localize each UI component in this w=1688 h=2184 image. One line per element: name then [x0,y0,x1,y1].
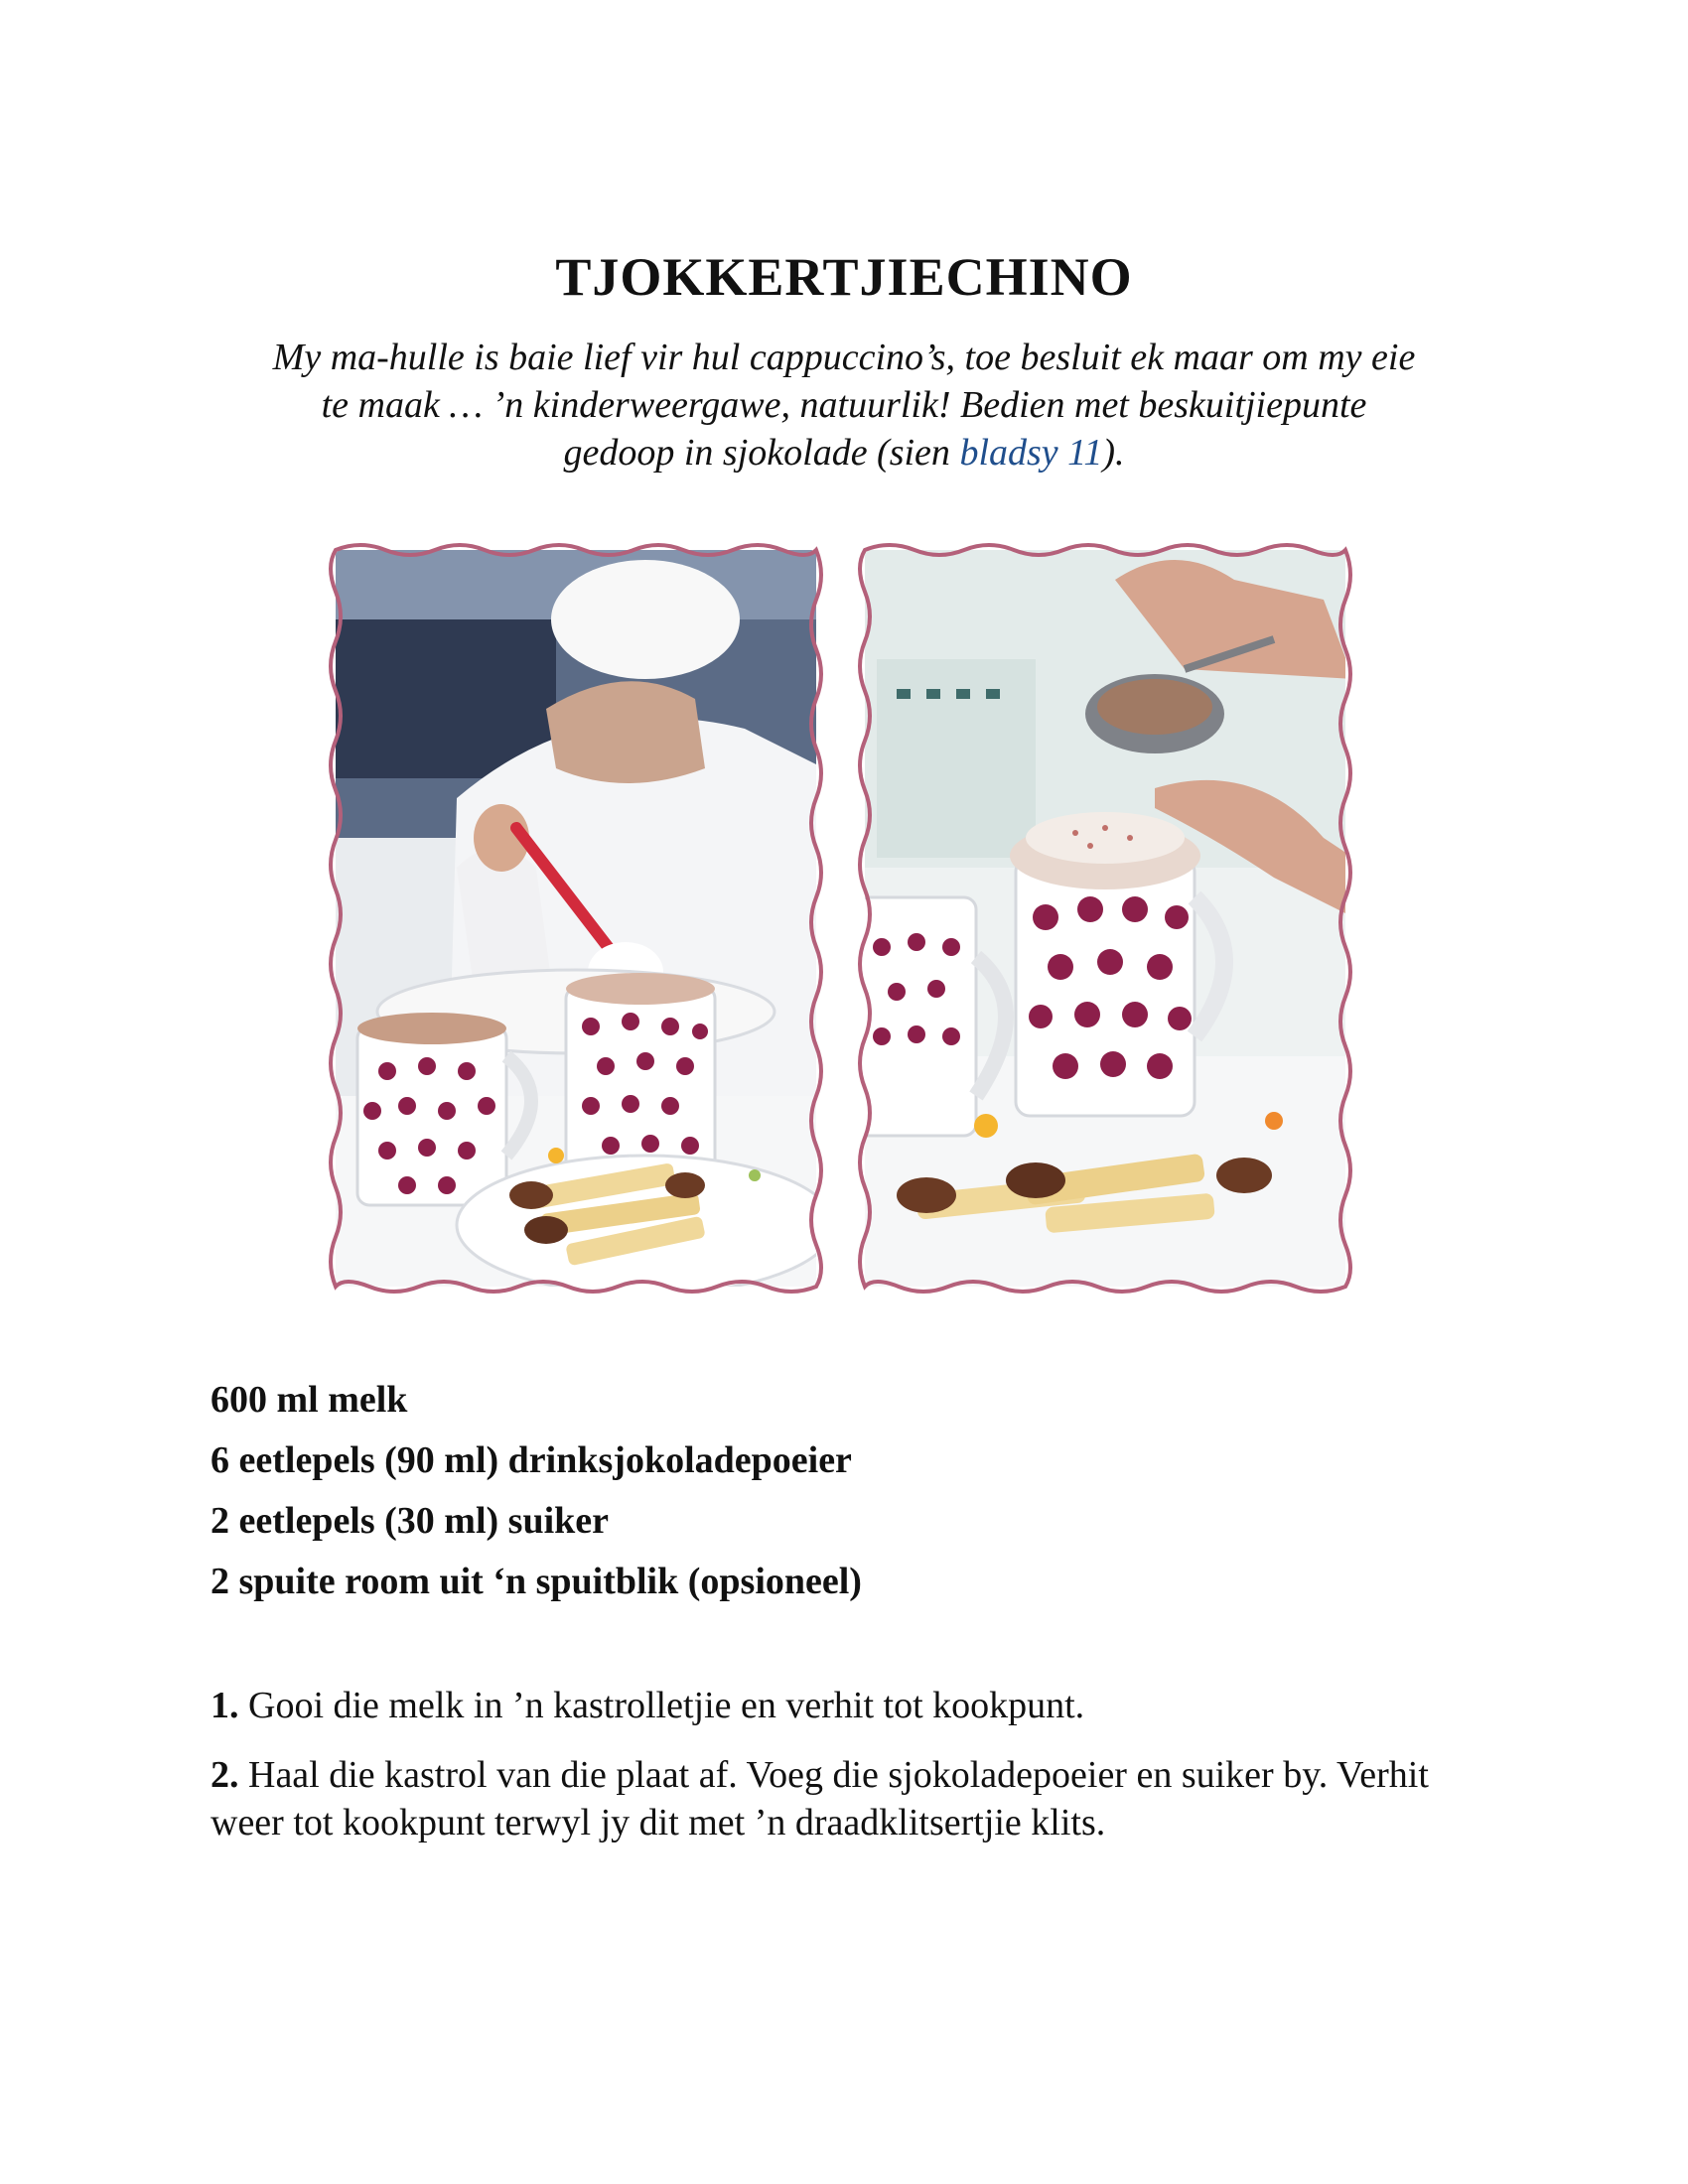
intro-line-3-text: gedoop in sjokolade (sien [563,432,960,474]
ingredient-item: 2 spuite room uit ‘n spuitblik (opsioneel) [211,1561,862,1602]
step-number: 1. [211,1685,239,1726]
intro-line-2: te maak … ’n kinderweergawe, natuurlik! Bedien met beskuitjiepunte [321,384,1367,426]
intro-line-1: My ma-hulle is baie lief vir hul cappuccino’s, toe besluit ek maar om my eie [272,337,1416,378]
ingredient-item: 600 ml melk [211,1379,408,1421]
step-text: Haal die kastrol van die plaat af. Voeg die sjokoladepoeier en suiker by. Verhit weer tot kookpunt terwyl jy dit met ’n draadklitsertjie klits. [211,1754,1429,1843]
step-text: Gooi die melk in ’n kastrolletjie en verhit tot kookpunt. [238,1685,1085,1726]
ingredient-item: 6 eetlepels (90 ml) drinksjokoladepoeier [211,1439,852,1481]
recipe-intro [189,334,1499,477]
method-step [211,1751,1501,1846]
step-number: 2. [211,1754,239,1796]
recipe-title: TJOKKERTJIECHINO [555,247,1133,307]
photo-dusting-cocoa [857,540,1353,1297]
method-steps [211,1682,1501,1868]
intro-line-3-end: ). [1102,432,1125,474]
ingredient-list [211,1370,1501,1612]
page-reference-link[interactable]: bladsy 11 [959,432,1103,474]
photo-child-adding-cream [328,540,824,1297]
method-step [211,1682,1501,1729]
intro-line-3 [189,429,1499,477]
ingredient-item: 2 eetlepels (30 ml) suiker [211,1500,610,1542]
